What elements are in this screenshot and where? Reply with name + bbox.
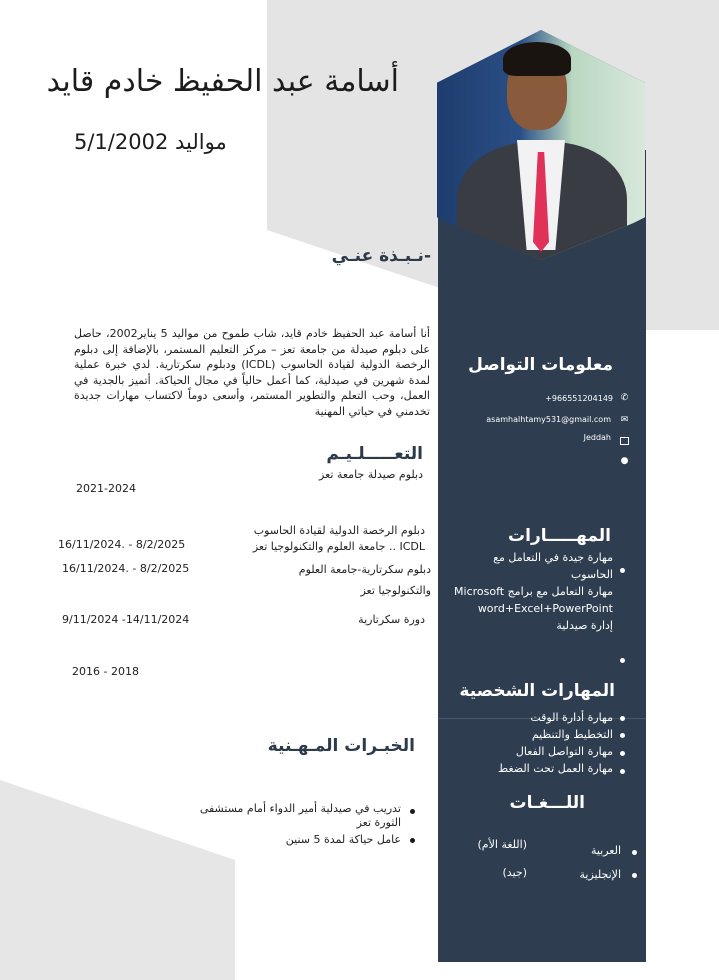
skills-title: المهـــــارات xyxy=(508,526,611,546)
contact-phone[interactable]: +966551204149 xyxy=(545,394,613,403)
skill-item: إدارة صيدلية xyxy=(556,619,613,632)
bullet-dot xyxy=(410,838,415,843)
language-name: الإنجليزية xyxy=(579,868,621,881)
education-item-4: دورة سكرتارية xyxy=(358,613,425,626)
birth-date: مواليد 5/1/2002 xyxy=(74,130,227,154)
language-level: (جيد) xyxy=(502,866,527,879)
about-title: نـبـذة عنـي- xyxy=(331,246,431,266)
bullet-dot xyxy=(410,809,415,814)
experience-item-1: تدريب في صيدلية أمير الدواء أمام مستشفى الثورة تعز xyxy=(199,802,401,829)
email-icon: ✉ xyxy=(620,415,629,425)
personal-skills-list xyxy=(453,709,613,777)
education-title: التعـــــلـيـم xyxy=(326,444,423,464)
skill-item: مهارة التعامل مع برامج Microsoft word+Excel+PowerPoint xyxy=(454,585,613,615)
personal-skill-item: مهارة التواصل الفعال xyxy=(515,745,613,758)
person-name: أسامة عبد الحفيظ خادم قايد xyxy=(46,64,399,99)
location-card-icon xyxy=(620,437,629,445)
contact-email[interactable]: asamhalhtamy531@gmail.com xyxy=(486,415,611,424)
education-item-3-line1: دبلوم سكرتارية-جامعة العلوم xyxy=(298,563,431,576)
bullet-dot xyxy=(620,769,625,774)
education-date-5: 2016 - 2018 xyxy=(72,665,139,678)
education-item-3-line2: والتكنولوجيا تعز xyxy=(360,584,431,597)
bullet-dot xyxy=(620,568,625,573)
education-item-2-line1: دبلوم الرخصة الدولية لقيادة الحاسوب xyxy=(253,524,425,537)
about-text: أنا أسامة عبد الحفيظ خادم قايد، شاب طموح من مواليد 5 يناير2002، حاصل على دبلوم صيدلة من جامعة تعز – مركز التعليم المستمر، بالإضافة إلى دبلوم الرخصة الدولية لقيادة الحاسوب (ICDL) ودبلوم سكرتارية. لدي خبرة عملية لمدة شهرين في صيدلية، كما أعمل حالياً في مجال الحياكة. أتميز بالجدية في العمل، وحب التعلم والتطوير المستمر، وأسعى دوماً لاكتساب مهارات جديدة تخدمني في حياتي المهنية xyxy=(74,327,430,418)
bullet-dot xyxy=(632,873,637,878)
skill-item: مهارة جيدة في التعامل مع الحاسوب xyxy=(493,551,613,581)
map-pin-icon: ● xyxy=(620,456,629,466)
personal-skill-item: التخطيط والتنظيم xyxy=(531,728,613,741)
personal-skills-title: المهارات الشخصية xyxy=(459,681,615,701)
contact-title: معلومات التواصل xyxy=(468,355,613,375)
contact-city: Jeddah xyxy=(583,433,611,442)
experience-title: الخبـرات المـهـنية xyxy=(267,736,415,756)
education-item-2-line2: ICDL .. جامعة العلوم والتكنولوجيا تعز xyxy=(252,540,425,553)
education-date-4: 9/11/2024 -14/11/2024 xyxy=(62,613,190,626)
bullet-dot xyxy=(620,751,625,756)
personal-skill-item: مهارة العمل تحت الضغط xyxy=(498,762,613,775)
personal-skill-item: مهارة أدارة الوقت xyxy=(530,711,613,724)
experience-item-2: عامل حياكة لمدة 5 سنين xyxy=(285,833,401,846)
language-name: العربية xyxy=(590,844,621,857)
education-date-2: 16/11/2024. - 8/2/2025 xyxy=(58,538,186,551)
bullet-dot xyxy=(620,716,625,721)
language-level: (اللغة الأم) xyxy=(477,838,527,851)
bullet-dot xyxy=(620,658,625,663)
education-item-1: دبلوم صيدلة جامعة تعز xyxy=(319,468,423,481)
phone-icon: ✆ xyxy=(620,393,629,403)
languages-title: اللـــغـات xyxy=(509,793,585,813)
education-date-1: 2021-2024 xyxy=(76,482,136,495)
education-date-3: 16/11/2024. - 8/2/2025 xyxy=(62,562,190,575)
bullet-dot xyxy=(632,850,637,855)
bullet-dot xyxy=(620,733,625,738)
skills-list xyxy=(453,549,613,634)
